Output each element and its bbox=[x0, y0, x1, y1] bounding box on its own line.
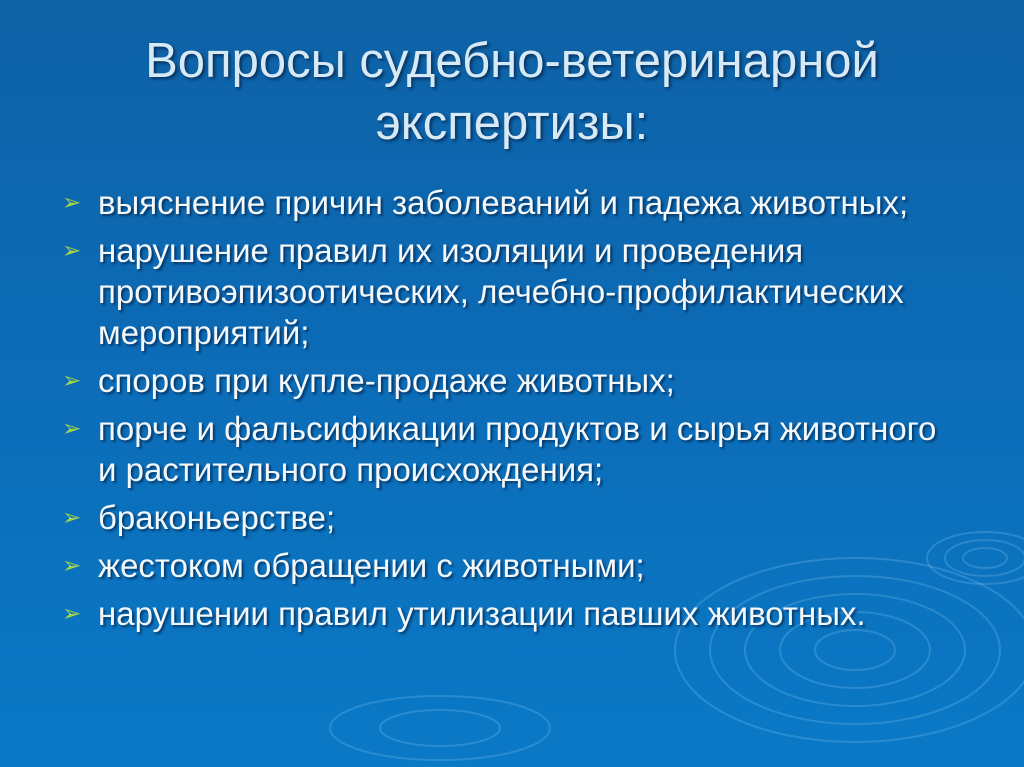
bullet-item bbox=[62, 182, 962, 223]
arrow-bullet-icon: ➢ bbox=[62, 367, 82, 393]
bullet-item bbox=[62, 593, 962, 634]
bullet-item bbox=[62, 360, 962, 401]
arrow-bullet-icon: ➢ bbox=[62, 189, 82, 215]
bullet-text: споров при купле-продаже животных; bbox=[98, 362, 675, 399]
arrow-bullet-icon: ➢ bbox=[62, 415, 82, 441]
bullet-item bbox=[62, 230, 962, 353]
arrow-bullet-icon: ➢ bbox=[62, 504, 82, 530]
slide-title-line-2: экспертизы: bbox=[375, 96, 649, 150]
slide-title bbox=[40, 30, 984, 154]
bullet-text: нарушение правил их изоляции и проведения противоэпизоотических, лечебно-профилактических мероприятий; bbox=[98, 232, 904, 351]
bullet-text: выяснение причин заболеваний и падежа животных; bbox=[98, 184, 909, 221]
slide-title-line-1: Вопросы судебно-ветеринарной bbox=[145, 34, 879, 88]
arrow-bullet-icon: ➢ bbox=[62, 552, 82, 578]
bullet-item bbox=[62, 497, 962, 538]
bullet-text: нарушении правил утилизации павших животных. bbox=[98, 595, 866, 632]
arrow-bullet-icon: ➢ bbox=[62, 600, 82, 626]
bullet-text: жестоком обращении с животными; bbox=[98, 547, 645, 584]
bullet-text: браконьерстве; bbox=[98, 499, 336, 536]
bullet-list bbox=[62, 182, 962, 641]
bullet-text: порче и фальсификации продуктов и сырья животного и растительного происхождения; bbox=[98, 410, 937, 488]
bullet-item bbox=[62, 408, 962, 490]
arrow-bullet-icon: ➢ bbox=[62, 237, 82, 263]
bullet-item bbox=[62, 545, 962, 586]
